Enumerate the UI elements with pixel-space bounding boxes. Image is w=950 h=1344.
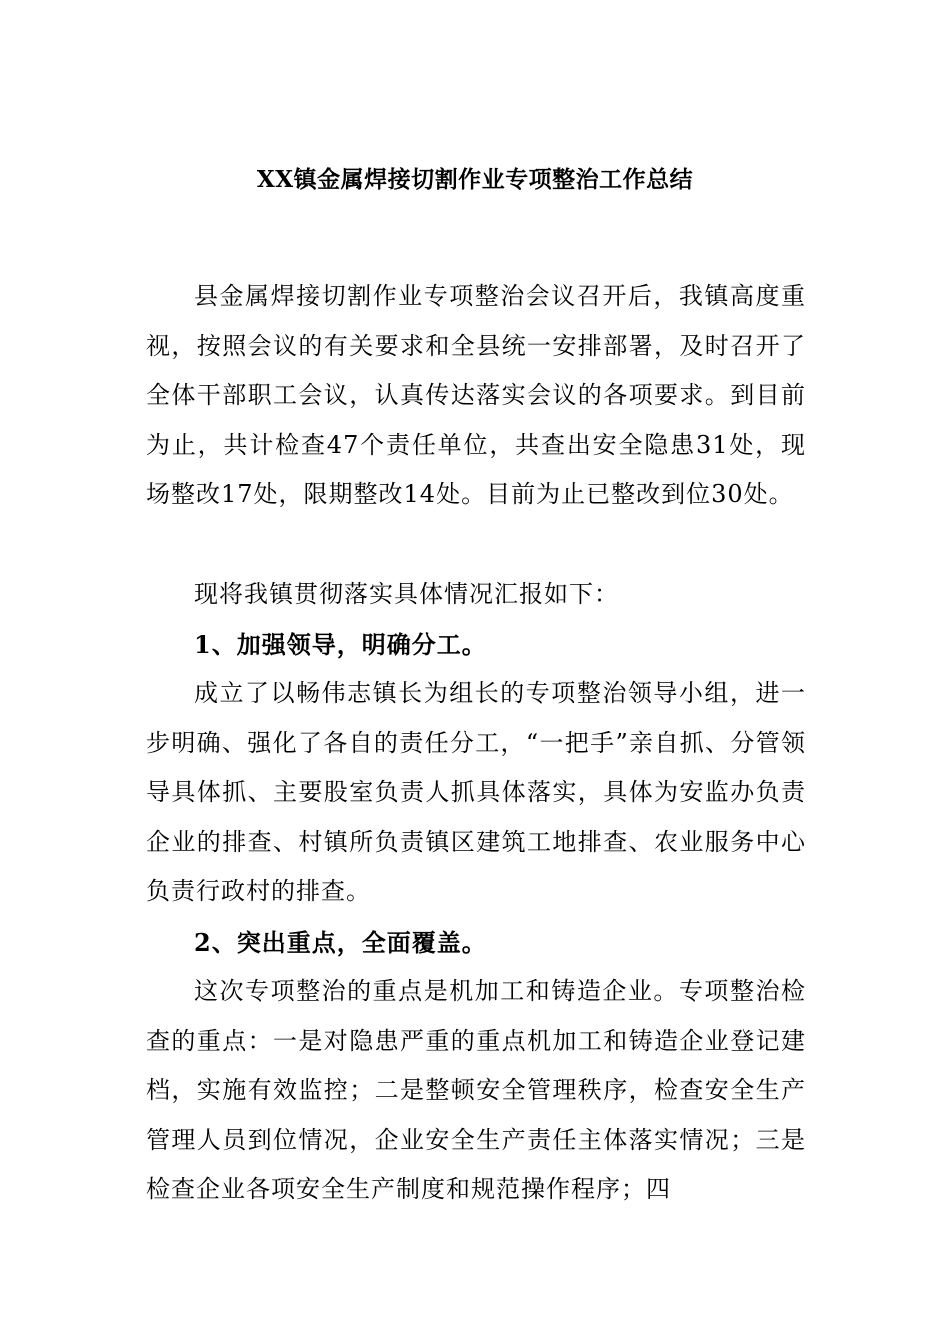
- intro-paragraph: 县金属焊接切割作业专项整治会议召开后，我镇高度重视，按照会议的有关要求和全县统一安排部署，及时召开了全体干部职工会议，认真传达落实会议的各项要求。到目前为止，共计检查47个责任单位，共查出安全隐患31处，现场整改17处，限期整改14处。目前为止已整改到位30处。: [146, 282, 806, 509]
- section-1-paragraph: 成立了以畅伟志镇长为组长的专项整治领导小组，进一步明确、强化了各自的责任分工，“一把手”亲自抓、分管领导具体抓、主要股室负责人抓具体落实，具体为安监办负责企业的排查、村镇所负责镇区建筑工地排查、农业服务中心负责行政村的排查。: [146, 679, 806, 906]
- section-2-heading: 2、突出重点，全面覆盖。: [194, 928, 487, 957]
- section-2-paragraph: 这次专项整治的重点是机加工和铸造企业。专项整治检查的重点：一是对隐患严重的重点机加工和铸造企业登记建档，实施有效监控；二是整顿安全管理秩序，检查安全生产管理人员到位情况，企业安全生产责任主体落实情况；三是检查企业各项安全生产制度和规范操作程序；四: [146, 977, 806, 1204]
- section-1-heading: 1、加强领导，明确分工。: [194, 630, 487, 659]
- lead-paragraph: 现将我镇贯彻落实具体情况汇报如下：: [194, 580, 619, 608]
- document-title: XX镇金属焊接切割作业专项整治工作总结: [256, 166, 694, 193]
